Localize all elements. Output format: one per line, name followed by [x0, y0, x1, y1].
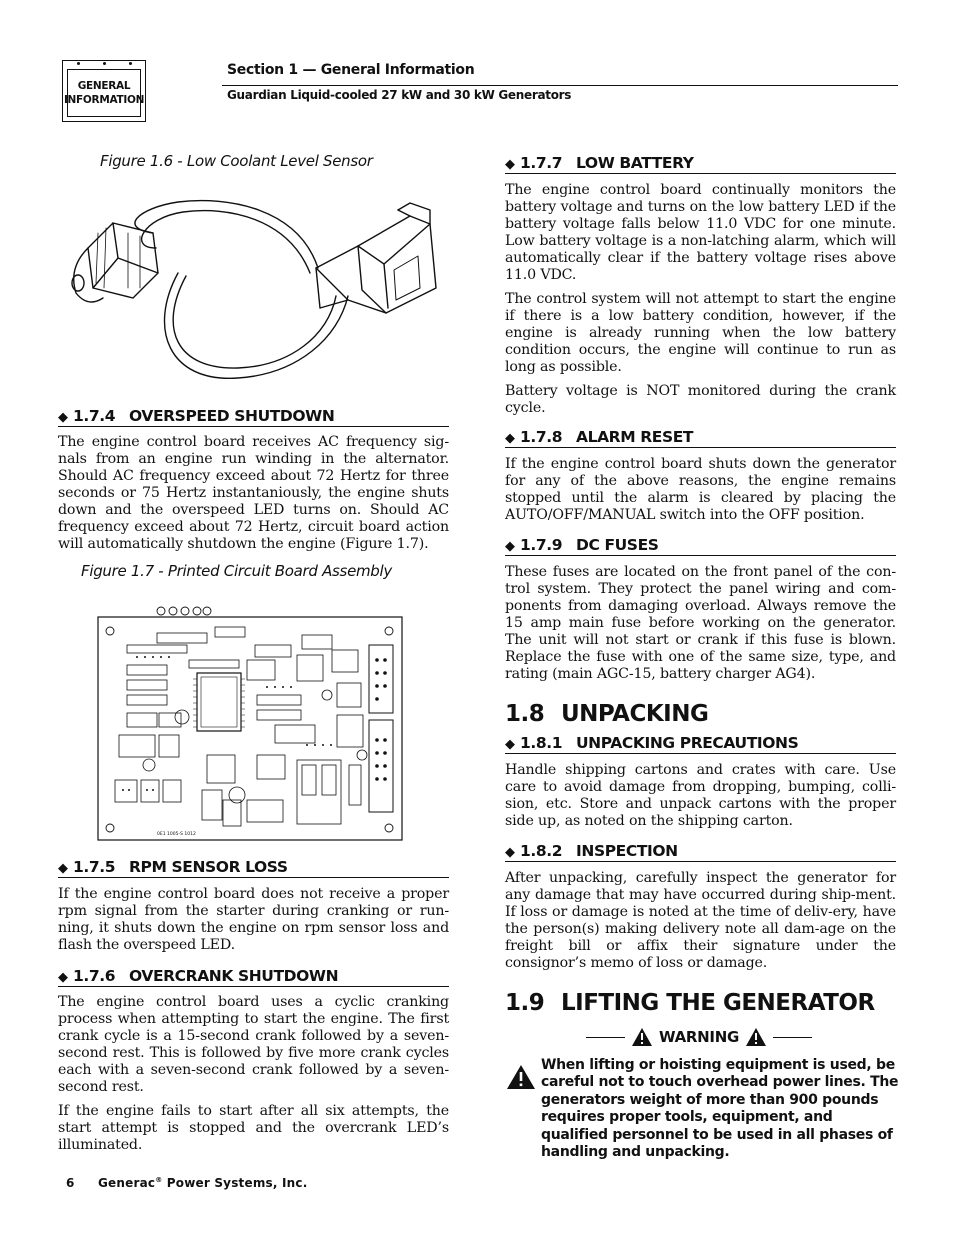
header-subtitle: Guardian Liquid-cooled 27 kW and 30 kW Generators	[227, 88, 572, 102]
heading-1-8	[505, 701, 708, 727]
heading-1-7-8	[505, 428, 896, 448]
footer-company: Generac	[98, 1176, 156, 1190]
footer-company-rest: Power Systems, Inc.	[162, 1176, 308, 1190]
heading-1-8-2	[505, 842, 896, 862]
paragraph: The engine control board continually monitors the battery voltage and turns on the low battery LED if the battery voltage falls below 11.0 VDC for one minute. Low battery voltage is a non-latching alarm, which will automatically clear if the battery voltage rises above 11.0 VDC.	[505, 182, 896, 283]
heading-1-7-5	[58, 858, 449, 878]
diamond-icon: ◆	[58, 861, 68, 876]
warning-triangle-icon	[506, 1064, 536, 1090]
page-number: 6	[66, 1176, 75, 1190]
heading-title: ALARM RESET	[576, 428, 694, 446]
heading-title: LIFTING THE GENERATOR	[561, 990, 875, 1016]
heading-title: DC FUSES	[576, 536, 659, 554]
section-1-7-9-body	[505, 564, 896, 683]
heading-number: 1.7.9	[520, 536, 563, 554]
warning-label: WARNING	[659, 1028, 739, 1046]
heading-number: 1.7.4	[73, 407, 116, 425]
section-1-7-8-body	[505, 456, 896, 524]
section-1-7-6-body	[58, 994, 449, 1154]
diamond-icon: ◆	[505, 539, 515, 554]
heading-title: RPM SENSOR LOSS	[129, 858, 288, 876]
warning-rule	[773, 1037, 812, 1038]
diamond-icon: ◆	[505, 431, 515, 446]
section-1-8-1-body	[505, 762, 896, 830]
warning-triangle-icon	[745, 1027, 767, 1047]
badge-text	[63, 69, 145, 117]
pcb-label: 0E1 1005-S 1012	[157, 832, 196, 837]
heading-title: LOW BATTERY	[576, 154, 694, 172]
heading-title: UNPACKING PRECAUTIONS	[576, 734, 799, 752]
diamond-icon: ◆	[505, 845, 515, 860]
badge-dot	[77, 62, 80, 65]
paragraph: After unpacking, carefully inspect the generator for any damage that may have occurred during ship-ment. If loss or damage is noted at the time of deliv-ery, have the person(s) making delivery note all dam-age on the freight bill or affix their signature under the consignor’s memo of loss or damage.	[505, 870, 896, 971]
heading-number: 1.7.5	[73, 858, 116, 876]
badge-dot	[129, 62, 132, 65]
paragraph: If the engine control board does not receive a proper rpm signal from the starter during cranking or run-ning, it shuts down the engine on rpm sensor loss and flash the overspeed LED.	[58, 886, 449, 953]
heading-title: OVERCRANK SHUTDOWN	[129, 967, 339, 985]
paragraph: If the engine control board shuts down the generator for any of the above reasons, the engine remains stopped until the alarm is cleared by placing the AUTO/OFF/MANUAL switch into the OFF position.	[505, 456, 896, 523]
figure-1-6-caption: Figure 1.6 - Low Coolant Level Sensor	[100, 152, 373, 170]
pcb-illustration	[97, 605, 403, 841]
badge-line-2: INFORMATION	[63, 94, 145, 106]
heading-1-7-9	[505, 536, 896, 556]
figure-1-7-caption: Figure 1.7 - Printed Circuit Board Assembly	[81, 562, 392, 580]
heading-1-7-4	[58, 407, 449, 427]
heading-number: 1.7.7	[520, 154, 563, 172]
heading-1-8-1	[505, 734, 896, 754]
heading-number: 1.8.2	[520, 842, 563, 860]
low-coolant-sensor-illustration	[58, 188, 449, 388]
badge-dot	[103, 62, 106, 65]
heading-1-7-7	[505, 154, 896, 174]
heading-number: 1.8.1	[520, 734, 563, 752]
paragraph: The control system will not attempt to start the engine if there is a low battery condition, however, if the engine is already running when the low battery condition occurs, the engine will continue to run as long as possible.	[505, 291, 896, 375]
heading-number: 1.9	[505, 990, 545, 1016]
heading-1-7-6	[58, 967, 449, 987]
paragraph: If the engine fails to start after all six attempts, the start attempt is stopped and the overcrank LED’s illuminated.	[58, 1103, 449, 1153]
general-information-badge	[62, 60, 146, 122]
page-footer	[66, 1176, 308, 1190]
heading-title: OVERSPEED SHUTDOWN	[129, 407, 335, 425]
paragraph: The engine control board uses a cyclic cranking process when attempting to start the engine. The first crank cycle is a 15-second crank followed by a seven-second rest. This is followed by five more crank cycles each with a seven-second crank followed by a seven-second rest.	[58, 994, 449, 1095]
section-1-7-7-body	[505, 182, 896, 417]
heading-number: 1.7.8	[520, 428, 563, 446]
paragraph: Battery voltage is NOT monitored during the crank cycle.	[505, 383, 896, 416]
warning-title	[586, 1022, 812, 1052]
heading-title: UNPACKING	[561, 701, 709, 727]
heading-number: 1.7.6	[73, 967, 116, 985]
diamond-icon: ◆	[58, 410, 68, 425]
section-1-7-5-body	[58, 886, 449, 954]
warning-rule	[586, 1037, 625, 1038]
badge-line-1: GENERAL	[77, 80, 131, 92]
paragraph: The engine control board receives AC frequency sig-nals from an engine run winding in the alternator. Should AC frequency exceed about 72 Hertz for three seconds or 75 Hertz instantaniously, the engine shuts down and the overspeed LED turns on. Should AC frequency exceed about 72 Hertz, circuit board action will automatically shutdown the engine (Figure 1.7).	[58, 434, 449, 552]
header-section: Section 1 — General Information	[227, 62, 475, 78]
header-rule	[222, 85, 898, 86]
heading-number: 1.8	[505, 701, 545, 727]
section-1-7-4-body	[58, 434, 449, 553]
paragraph: These fuses are located on the front panel of the con-trol system. They protect the panel wiring and com-ponents from damaging overload. Always remove the 15 amp main fuse before working on the generator. The unit will not start or crank if this fuse is blown. Replace the fuse with one of the same size, type, and rating (main AGC-15, battery charger AG4).	[505, 564, 896, 682]
heading-1-9	[505, 990, 875, 1016]
diamond-icon: ◆	[505, 157, 515, 172]
footer-registered-mark: ®	[155, 1176, 163, 1184]
section-1-8-2-body	[505, 870, 896, 972]
diamond-icon: ◆	[58, 970, 68, 985]
warning-triangle-icon	[631, 1027, 653, 1047]
warning-text: When lifting or hoisting equipment is used, be careful not to touch overhead power lines. The generators weight of more than 900 pounds requires proper tools, equipment, and qualified personnel to be used in all phases of handling and unpacking.	[541, 1057, 899, 1161]
diamond-icon: ◆	[505, 737, 515, 752]
paragraph: Handle shipping cartons and crates with care. Use care to avoid damage from dropping, bumping, colli-sion, etc. Store and unpack cartons with the proper side up, as noted on the shipping carton.	[505, 762, 896, 829]
heading-title: INSPECTION	[576, 842, 678, 860]
